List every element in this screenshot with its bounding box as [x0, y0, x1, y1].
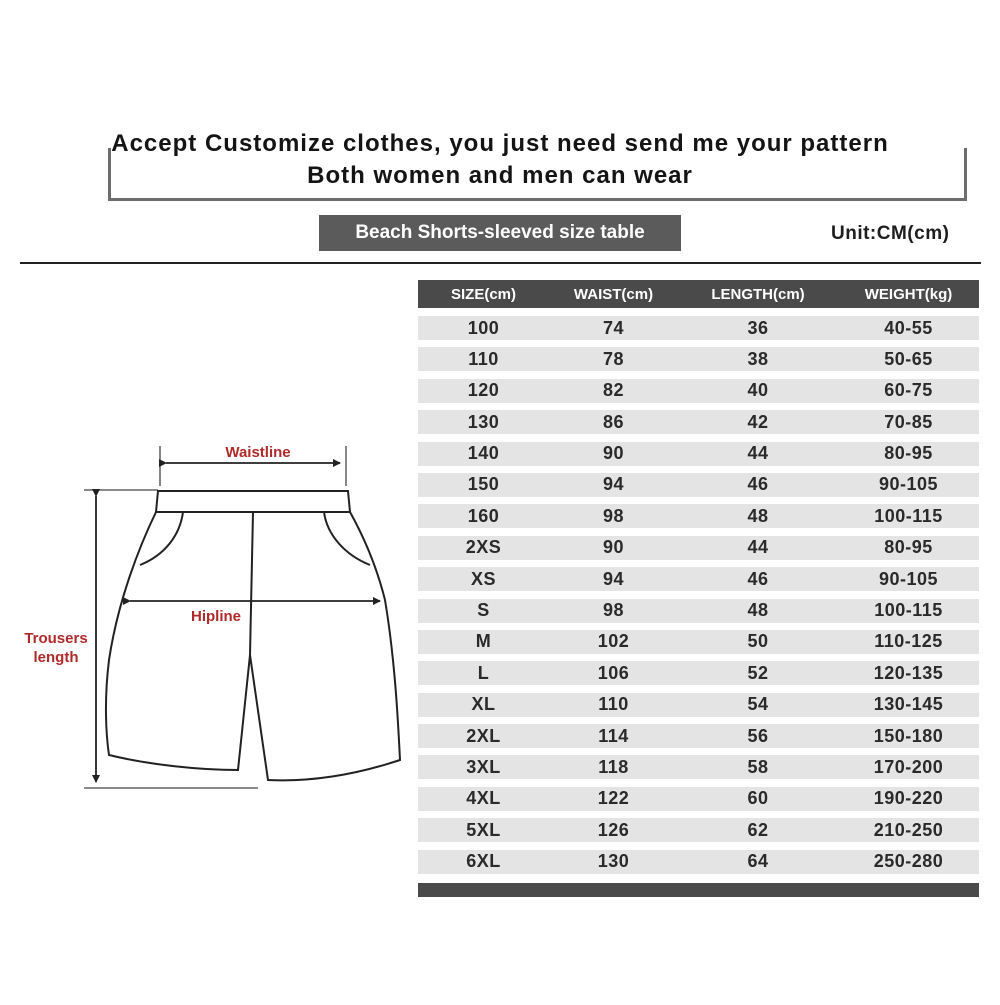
cell-weight: 190-220	[873, 788, 944, 809]
cell-weight: 80-95	[884, 537, 933, 558]
cell-weight: 120-135	[873, 662, 944, 683]
cell-weight: 90-105	[878, 474, 939, 495]
table-row	[418, 536, 979, 560]
header-line-1: Accept Customize clothes, you just need send me your pattern	[111, 130, 889, 157]
cell-length: 48	[747, 505, 769, 526]
cell-size: 2XS	[465, 537, 502, 558]
cell-length: 42	[747, 411, 769, 432]
cell-length: 48	[747, 600, 769, 621]
table-row	[418, 850, 979, 874]
cell-weight: 60-75	[884, 380, 933, 401]
cell-waist: 114	[598, 725, 629, 746]
header-size: SIZE(cm)	[450, 285, 516, 303]
cell-length: 46	[747, 474, 769, 495]
table-row	[418, 818, 979, 842]
cell-size: XS	[470, 568, 496, 589]
table-row	[418, 661, 979, 685]
hipline-label: Hipline	[190, 608, 241, 625]
shorts-diagram	[0, 0, 420, 1000]
cell-size: L	[477, 662, 490, 683]
cell-waist: 90	[602, 443, 625, 464]
table-row	[418, 567, 979, 591]
cell-size: 140	[467, 443, 500, 464]
table-row	[418, 473, 979, 497]
cell-length: 36	[747, 317, 769, 338]
cell-waist: 98	[602, 505, 625, 526]
cell-waist: 74	[602, 317, 625, 338]
cell-weight: 100-115	[874, 505, 943, 526]
cell-length: 46	[747, 568, 769, 589]
cell-size: 6XL	[466, 851, 501, 872]
cell-waist: 126	[597, 819, 630, 840]
cell-waist: 106	[597, 662, 630, 683]
header-line-2: Both women and men can wear	[307, 162, 693, 189]
trousers-length-label-1: Trousers	[24, 630, 88, 647]
cell-weight: 80-95	[884, 443, 933, 464]
cell-length: 52	[747, 662, 769, 683]
cell-length: 58	[747, 756, 769, 777]
cell-length: 54	[747, 694, 769, 715]
cell-waist: 90	[602, 537, 625, 558]
cell-weight: 210-250	[873, 819, 944, 840]
cell-weight: 100-115	[874, 600, 943, 621]
cell-length: 44	[747, 537, 769, 558]
cell-size: M	[475, 631, 492, 652]
cell-weight: 250-280	[873, 851, 944, 872]
cell-weight: 150-180	[873, 725, 944, 746]
waistline-label: Waistline	[225, 444, 291, 461]
cell-size: 110	[468, 348, 499, 369]
cell-length: 44	[747, 443, 769, 464]
cell-length: 50	[747, 631, 769, 652]
cell-size: 150	[467, 474, 500, 495]
cell-waist: 118	[598, 756, 629, 777]
cell-waist: 94	[602, 568, 625, 589]
trousers-length-label-2: length	[33, 649, 79, 666]
cell-waist: 122	[597, 788, 630, 809]
table-row	[418, 755, 979, 779]
table-header-row	[418, 280, 979, 308]
cell-size: 120	[467, 380, 500, 401]
cell-waist: 94	[602, 474, 625, 495]
cell-size: XL	[471, 694, 496, 715]
cell-weight: 130-145	[873, 694, 944, 715]
cell-size: 4XL	[466, 788, 501, 809]
table-row	[418, 379, 979, 403]
table-row	[418, 347, 979, 371]
cell-size: 160	[467, 505, 500, 526]
cell-length: 60	[747, 788, 769, 809]
cell-length: 62	[747, 819, 769, 840]
size-table	[418, 280, 979, 881]
cell-size: 2XL	[466, 725, 501, 746]
cell-weight: 90-105	[878, 568, 939, 589]
cell-waist: 130	[597, 851, 630, 872]
cell-weight: 170-200	[873, 756, 944, 777]
cell-waist: 78	[602, 348, 625, 369]
cell-length: 56	[747, 725, 769, 746]
cell-waist: 98	[602, 600, 625, 621]
cell-weight: 110-125	[874, 631, 943, 652]
table-row	[418, 410, 979, 434]
cell-waist: 110	[598, 694, 629, 715]
table-row	[418, 630, 979, 654]
table-row	[418, 316, 979, 340]
cell-weight: 50-65	[884, 348, 933, 369]
header-length: LENGTH(cm)	[711, 285, 805, 303]
table-row	[418, 787, 979, 811]
cell-length: 64	[747, 851, 769, 872]
table-body	[418, 316, 979, 874]
header-waist: WAIST(cm)	[573, 285, 654, 303]
cell-length: 38	[747, 348, 769, 369]
cell-length: 40	[747, 380, 769, 401]
table-row	[418, 504, 979, 528]
table-title-badge: Beach Shorts-sleeved size table	[319, 215, 681, 251]
cell-weight: 40-55	[884, 317, 933, 338]
cell-size: 130	[467, 411, 500, 432]
table-row	[418, 724, 979, 748]
table-row	[418, 599, 979, 623]
cell-size: 100	[467, 317, 500, 338]
cell-weight: 70-85	[884, 411, 933, 432]
cell-size: S	[477, 600, 490, 621]
header-weight: WEIGHT(kg)	[864, 285, 953, 303]
table-row	[418, 442, 979, 466]
cell-size: 5XL	[466, 819, 501, 840]
table-row	[418, 693, 979, 717]
cell-waist: 86	[602, 411, 625, 432]
cell-size: 3XL	[466, 756, 501, 777]
cell-waist: 82	[602, 380, 625, 401]
table-footer-bar	[418, 883, 979, 897]
cell-waist: 102	[597, 631, 630, 652]
shorts-illustration	[0, 0, 420, 1000]
unit-label: Unit:CM(cm)	[831, 223, 950, 244]
